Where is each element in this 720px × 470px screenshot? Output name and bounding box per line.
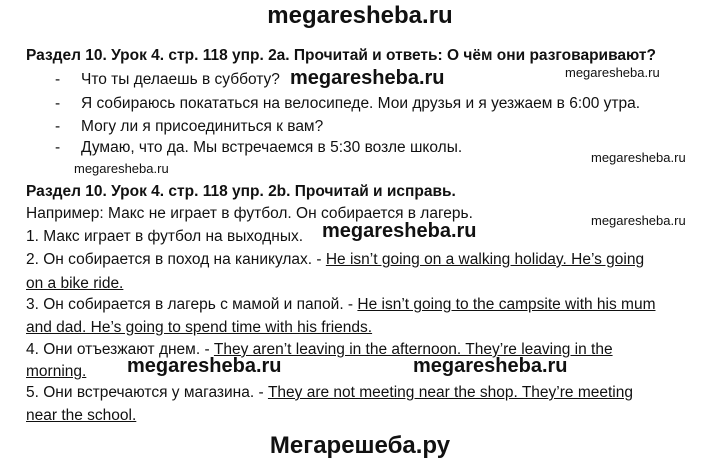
example-text: Например: Макс не играет в футбол. Он собирается в лагерь. bbox=[26, 205, 473, 222]
item-russian: 5. Они встречаются у магазина. - bbox=[26, 384, 264, 401]
exercise-item-3 bbox=[26, 295, 656, 314]
section-b-heading: Раздел 10. Урок 4. стр. 118 упр. 2b. Прочитай и исправь. bbox=[26, 183, 456, 200]
bullet: - bbox=[55, 71, 61, 88]
item-answer: They aren’t leaving in the afternoon. They’re leaving in the bbox=[213, 341, 613, 358]
dialogue-text: Я собираюсь покататься на велосипеде. Мои друзья и я уезжаем в 6:00 утра. bbox=[81, 95, 641, 112]
exercise-item-1 bbox=[26, 227, 303, 246]
item-russian: 2. Он собирается в поход на каникулах. - bbox=[26, 251, 322, 268]
watermark-small: megaresheba.ru bbox=[591, 150, 686, 165]
watermark-small: megaresheba.ru bbox=[591, 213, 686, 228]
section-a-heading: Раздел 10. Урок 4. стр. 118 упр. 2а. Прочитай и ответь: О чём они разговаривают? bbox=[26, 47, 656, 64]
item-answer: He isn’t going on a walking holiday. He’s going bbox=[325, 251, 645, 268]
item-answer-continued: and dad. He’s going to spend time with his friends. bbox=[26, 319, 373, 336]
item-russian: 4. Они отъезжают днем. - bbox=[26, 341, 210, 358]
watermark-inline: megaresheba.ru bbox=[413, 355, 568, 377]
watermark-bottom: Мегарешеба.ру bbox=[269, 432, 451, 459]
exercise-item-5 bbox=[26, 383, 633, 402]
item-answer-continued: morning. bbox=[26, 363, 87, 380]
watermark-inline: megaresheba.ru bbox=[322, 220, 477, 242]
bullet: - bbox=[55, 95, 61, 112]
item-answer: He isn’t going to the campsite with his mum bbox=[357, 296, 656, 313]
watermark-small: megaresheba.ru bbox=[74, 161, 169, 176]
dialogue-text: Что ты делаешь в субботу? bbox=[81, 71, 280, 88]
bullet: - bbox=[55, 139, 61, 156]
exercise-item-2 bbox=[26, 250, 644, 269]
item-answer-continued: on a bike ride. bbox=[26, 275, 124, 292]
bullet: - bbox=[55, 118, 61, 135]
item-russian: 3. Он собирается в лагерь с мамой и папой. - bbox=[26, 296, 354, 313]
item-answer: They are not meeting near the shop. They’re meeting bbox=[267, 384, 633, 401]
dialogue-text: Думаю, что да. Мы встречаемся в 5:30 возле школы. bbox=[81, 139, 463, 156]
watermark-inline: megaresheba.ru bbox=[290, 67, 445, 89]
watermark-inline: megaresheba.ru bbox=[127, 355, 282, 377]
watermark-small: megaresheba.ru bbox=[565, 65, 660, 80]
item-russian: 1. Макс играет в футбол на выходных. bbox=[26, 228, 304, 245]
item-answer-continued: near the school. bbox=[26, 407, 137, 424]
dialogue-text: Могу ли я присоединиться к вам? bbox=[81, 118, 324, 135]
watermark-top: megaresheba.ru bbox=[267, 2, 453, 29]
